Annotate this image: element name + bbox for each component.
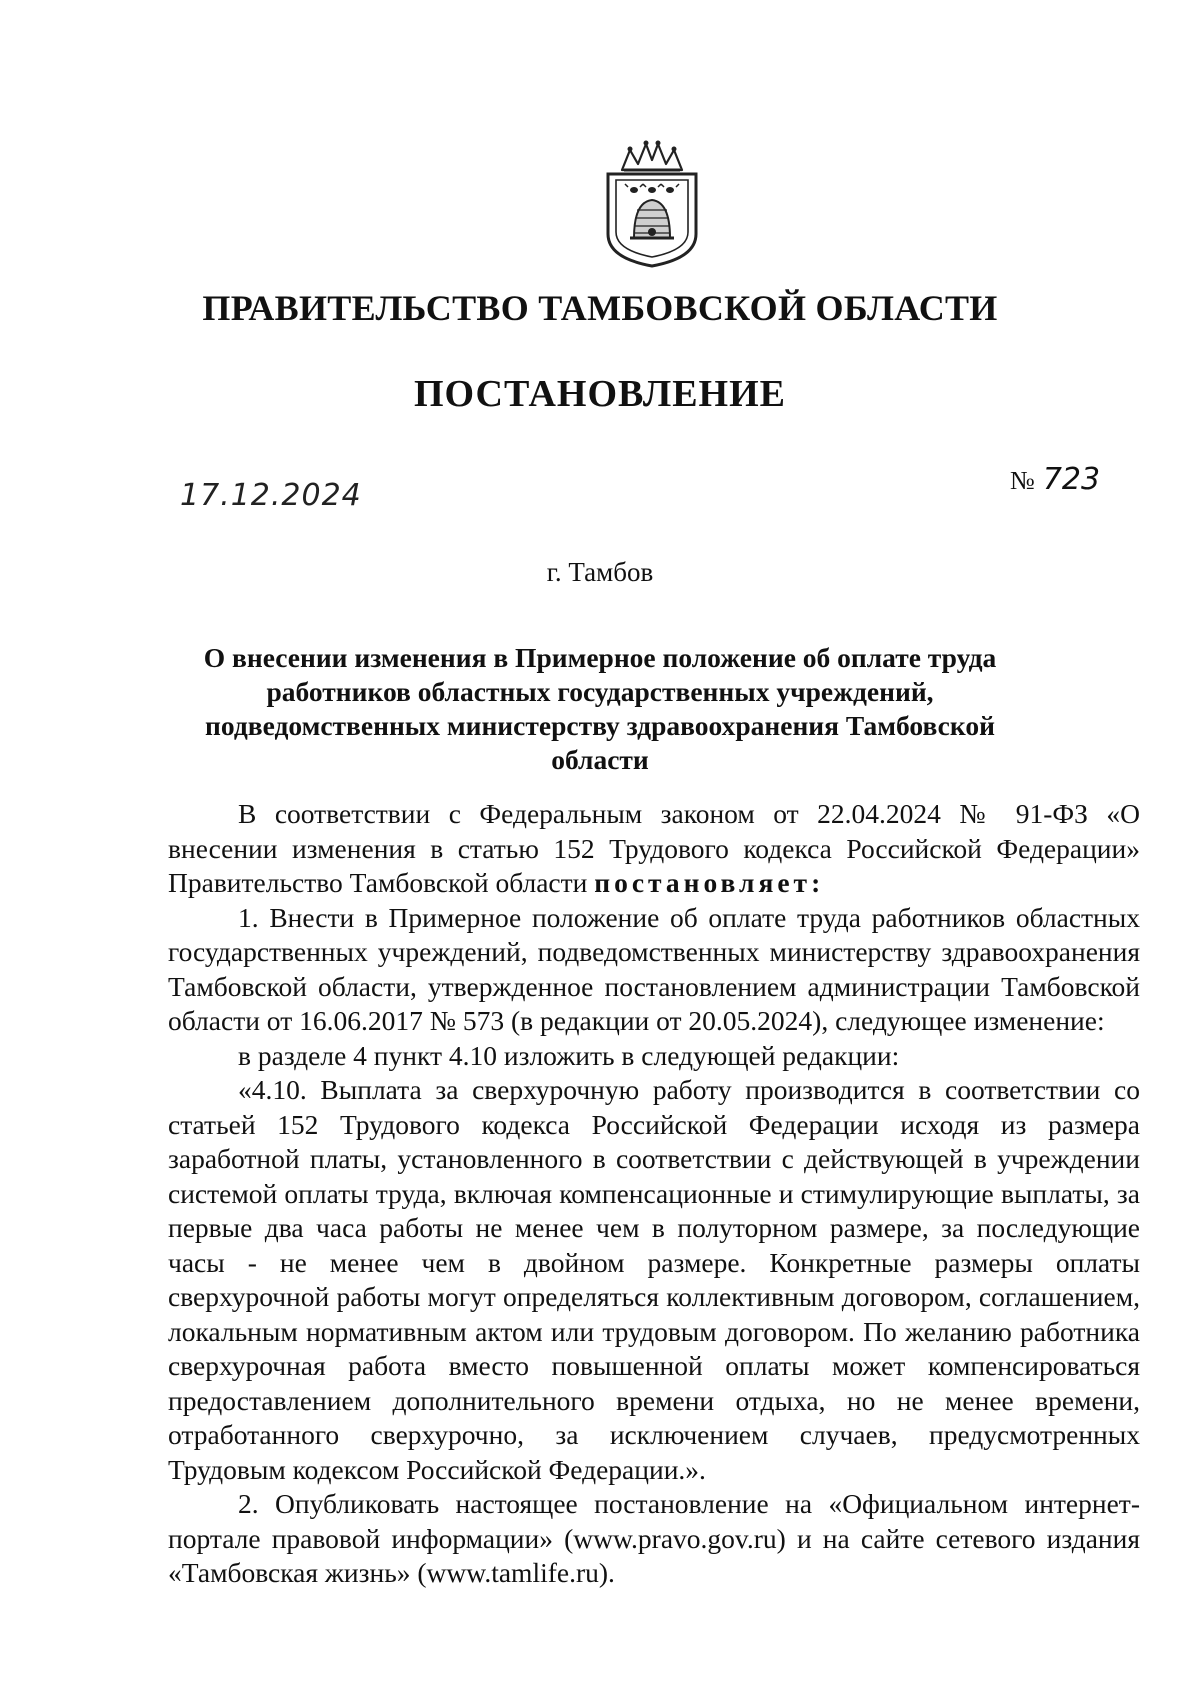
document-subject: О внесении изменения в Примерное положение об оплате труда работников областных государственных учреждений, подведомственных министерству здравоохранения Тамбовской области <box>203 642 997 775</box>
document-number <box>1010 462 1100 497</box>
document-type: ПОСТАНОВЛЕНИЕ <box>413 373 787 415</box>
preamble-text: В соответствии с Федеральным законом от 22.04.2024 № 91-ФЗ «О внесении изменения в статью 152 Трудового кодекса Российской Федерации» Правительство Тамбовской области <box>168 798 1140 898</box>
organization-title: ПРАВИТЕЛЬСТВО ТАМБОВСКОЙ ОБЛАСТИ <box>202 288 998 328</box>
preamble-keyword: постановляет: <box>594 867 825 898</box>
document-date: 17.12.2024 <box>180 478 362 513</box>
preamble-paragraph <box>168 797 1140 901</box>
number-prefix: № <box>1010 466 1035 495</box>
document-city: г. Тамбов <box>546 557 654 587</box>
item-1-paragraph: 1. Внести в Примерное положение об оплате труда работников областных государственных учреждений, подведомственных министерству здравоохранения Тамбовской области, утвержденное постановлением администрации Тамбовской области от 16.06.2017 № 573 (в редакции от 20.05.2024), следующее изменение: <box>168 901 1140 1036</box>
coat-of-arms-icon <box>600 140 704 268</box>
item-1-section-paragraph: в разделе 4 пункт 4.10 изложить в следующей редакции: <box>238 1039 900 1071</box>
document-body <box>168 797 1140 1591</box>
number-value: 723 <box>1042 462 1101 497</box>
item-2-paragraph: 2. Опубликовать настоящее постановление на «Официальном интернет-портале правовой информации» (www.pravo.gov.ru) и на сайте сетевого издания «Тамбовская жизнь» (www.tamlife.ru). <box>168 1488 1140 1588</box>
item-1-quote-paragraph: «4.10. Выплата за сверхурочную работу производится в соответствии со статьей 152 Трудового кодекса Российской Федерации исходя из размера заработной платы, установленного в соответствии с действующей в учреждении системой оплаты труда, включая компенсационные и стимулирующие выплаты, за первые два часа работы не менее чем в полуторном размере, за последующие часы - не менее чем в двойном размере. Конкретные размеры оплаты сверхурочной работы могут определяться коллективным договором, соглашением, локальным нормативным актом или трудовым договором. По желанию работника сверхурочная работа вместо повышенной оплаты может компенсироваться предоставлением дополнительного времени отдыха, но не менее времени, отработанного сверхурочно, за исключением случаев, предусмотренных Трудовым кодексом Российской Федерации.». <box>168 1074 1140 1485</box>
